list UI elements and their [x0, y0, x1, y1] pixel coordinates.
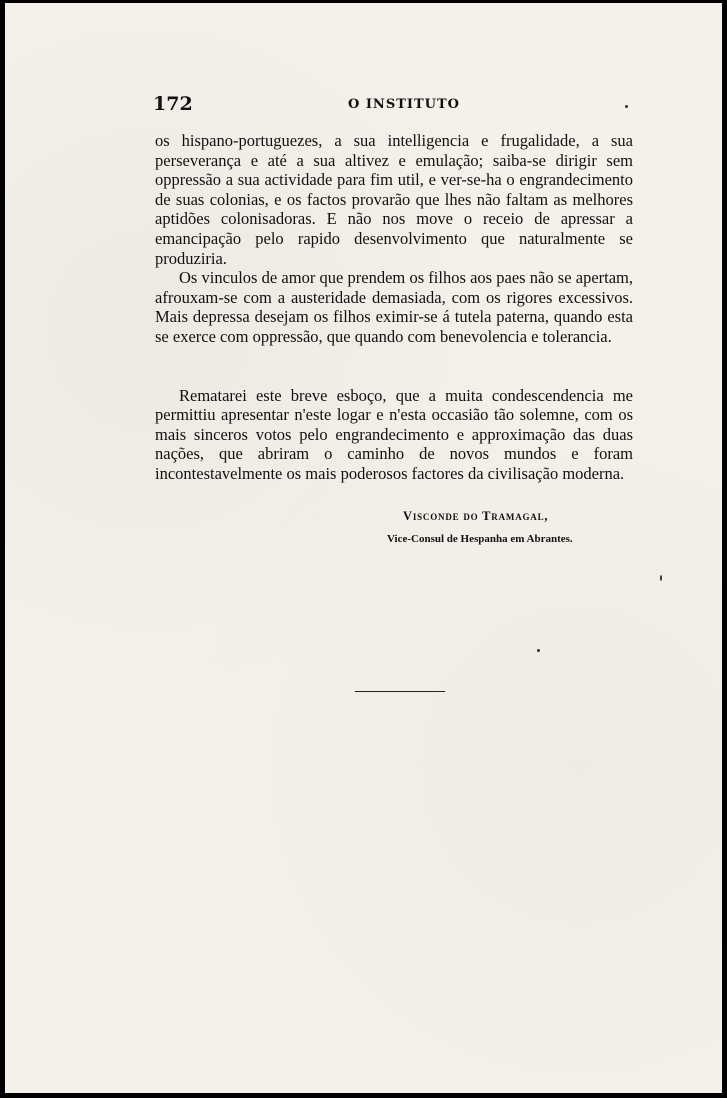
signature-name-text: Visconde do Tramagal, — [403, 509, 549, 523]
signature-name — [403, 509, 548, 524]
body-text — [155, 131, 633, 484]
signature-title: Vice-Consul de Hespanha em Abrantes. — [387, 533, 573, 545]
page-number: 172 — [153, 93, 193, 115]
ink-speck — [625, 105, 628, 108]
end-rule — [355, 691, 445, 692]
paragraph-closing: Rematarei este breve esboço, que a muita condescendencia me permittiu apresentar n'este logar e n'esta occasião tão solemne, com os mais sinceros votos pelo engrandecimento e approximação das duas nações, que abriram o caminho de novos mundos e foram incontestavelmente os mais poderosos factores da civilisação moderna. — [155, 385, 633, 483]
book-page — [5, 3, 722, 1093]
page-header — [153, 93, 633, 117]
paragraph-vinculos: Os vinculos de amor que prendem os filhos aos paes não se apertam, afrouxam-se com a austeridade demasiada, com os rigores excessivos. Mais depressa desejam os filhos eximir-se á tutela paterna, quando esta se exerce com oppressão, que quando com benevolencia e tolerancia. — [155, 268, 633, 346]
paragraph-continuation: os hispano-portuguezes, a sua intelligencia e frugalidade, a sua perseverança e até a sua altivez e emulação; saiba-se dirigir sem oppressão a sua actividade para fim util, e ver-se-ha o engrandecimento de suas colonias, e os factos provarão que lhes não faltam as melhores aptidões colonisadoras. E não nos move o receio de apressar a emancipação pelo rapido desenvolvimento que naturalmente se produziria. — [155, 131, 633, 268]
ink-speck — [537, 649, 540, 652]
running-title: O INSTITUTO — [348, 97, 460, 112]
ink-speck — [660, 575, 662, 581]
